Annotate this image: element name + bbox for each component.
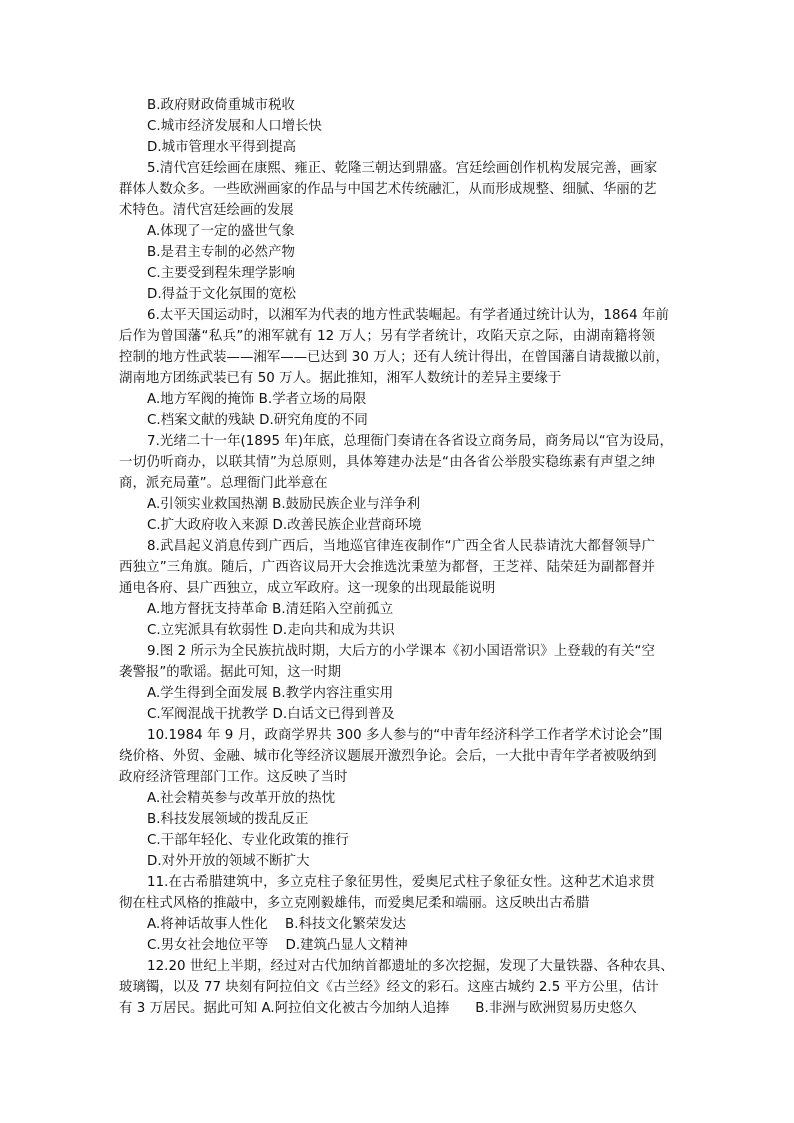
q12-stem-line-2: 玻璃镯，以及 77 块刻有阿拉伯文《古兰经》经文的彩石。这座古城约 2.5 平方公里，估计	[119, 980, 659, 995]
q10-stem-line-1: 10.1984 年 9 月，政商学界共 300 多人参与的“中青年经济科学工作者学术讨论会”围	[147, 728, 663, 743]
q11-options-ab: A.将神话故事人性化 B.科技文化繁荣发达	[147, 917, 407, 932]
q12-stem-line-1: 12.20 世纪上半期，经过对古代加纳首都遗址的多次挖掘，发现了大量铁器、各种农具、	[147, 959, 674, 974]
q4-option-b: B.政府财政倚重城市税收	[147, 98, 295, 113]
q7-options-ab: A.引领实业救国热潮 B.鼓励民族企业与洋争利	[147, 497, 421, 512]
q8-stem-line-3: 通电各府、县广西独立，成立军政府。这一现象的出现最能说明	[119, 581, 496, 596]
q10-option-d: D.对外开放的领域不断扩大	[147, 854, 310, 869]
q5-option-b: B.是君主专制的必然产物	[147, 245, 295, 260]
q5-stem-line-2: 群体人数众多。一些欧洲画家的作品与中国艺术传统融汇，从而形成规整、细腻、华丽的艺	[119, 182, 657, 197]
q8-stem-line-2: 西独立”三角旗。随后，广西咨议局开大会推选沈秉堃为都督，王芝祥、陆荣廷为副都督并	[119, 560, 655, 575]
q8-stem-line-1: 8.武昌起义消息传到广西后，当地巡官律连夜制作“广西全省人民恭请沈大都督领导广	[147, 539, 655, 554]
q5-option-c: C.主要受到程朱理学影响	[147, 266, 296, 281]
q6-options-cd: C.档案文献的残缺 D.研究角度的不同	[147, 413, 368, 428]
q10-option-b: B.科技发展领域的拨乱反正	[147, 812, 309, 827]
q11-options-cd: C.男女社会地位平等 D.建筑凸显人文精神	[147, 938, 408, 953]
q5-stem-line-3: 术特色。清代宫廷绘画的发展	[119, 203, 294, 218]
q7-stem-line-3: 商，派充局董”。总理衙门此举意在	[119, 476, 328, 491]
q7-stem-line-1: 7.光绪二十一年(1895 年)年底，总理衙门奏请在各省设立商务局，商务局以“官为设局，	[147, 434, 673, 449]
q8-options-ab: A.地方督抚支持革命 B.清廷陷入空前孤立	[147, 602, 394, 617]
q9-stem-line-2: 袭警报”的歌谣。据此可知，这一时期	[119, 665, 342, 680]
q10-option-c: C.干部年轻化、专业化政策的推行	[147, 833, 349, 848]
q4-option-d: D.城市管理水平得到提高	[147, 140, 297, 155]
q12-stem-line-3: 有 3 万居民。据此可知 A.阿拉伯文化被古今加纳人追捧 B.非洲与欧洲贸易历史悠久	[119, 1001, 637, 1016]
q6-stem-line-3: 控制的地方性武装——湘军——已达到 30 万人；还有人统计得出，在曾国藩自请裁撤以前，	[119, 350, 669, 365]
q11-stem-line-2: 彻在柱式风格的推敲中，多立克刚毅雄伟，而爱奥尼柔和端丽。这反映出古希腊	[119, 896, 590, 911]
q5-option-a: A.体现了一定的盛世气象	[147, 224, 295, 239]
q7-options-cd: C.扩大政府收入来源 D.改善民族企业营商环境	[147, 518, 422, 533]
q10-option-a: A.社会精英参与改革开放的热忱	[147, 791, 336, 806]
q5-option-d: D.得益于文化氛围的宽松	[147, 287, 297, 302]
q6-stem-line-1: 6.太平天国运动时，以湘军为代表的地方性武装崛起。有学者通过统计认为，1864 年前	[147, 308, 669, 323]
q5-stem-line-1: 5.清代宫廷绘画在康熙、雍正、乾隆三朝达到鼎盛。宫廷绘画创作机构发展完善，画家	[147, 161, 658, 176]
q10-stem-line-2: 绕价格、外贸、金融、城市化等经济议题展开激烈争论。会后，一大批中青年学者被吸纳到	[119, 749, 657, 764]
q10-stem-line-3: 政府经济管理部门工作。这反映了当时	[119, 770, 348, 785]
q11-stem-line-1: 11.在古希腊建筑中，多立克柱子象征男性，爱奥尼式柱子象征女性。这种艺术追求贯	[147, 875, 655, 890]
q6-options-ab: A.地方军阀的掩饰 B.学者立场的局限	[147, 392, 367, 407]
q9-stem-line-1: 9.图 2 所示为全民族抗战时期，大后方的小学课本《初小国语常识》上登载的有关“空	[147, 644, 655, 659]
q9-options-ab: A.学生得到全面发展 B.教学内容注重实用	[147, 686, 394, 701]
q6-stem-line-2: 后作为曾国藩“私兵”的湘军就有 12 万人；另有学者统计，攻陷天京之际，由湖南籍将领	[119, 329, 655, 344]
q6-stem-line-4: 湖南地方团练武装已有 50 万人。据此推知，湘军人数统计的差异主要缘于	[119, 371, 562, 386]
q9-options-cd: C.军阀混战干扰教学 D.白话文已得到普及	[147, 707, 395, 722]
q7-stem-line-2: 一切仍听商办，以联其情”为总原则，具体筹建办法是“由各省公举殷实稳练素有声望之绅	[119, 455, 655, 470]
q8-options-cd: C.立宪派具有软弱性 D.走向共和成为共识	[147, 623, 395, 638]
q4-option-c: C.城市经济发展和人口增长快	[147, 119, 322, 134]
